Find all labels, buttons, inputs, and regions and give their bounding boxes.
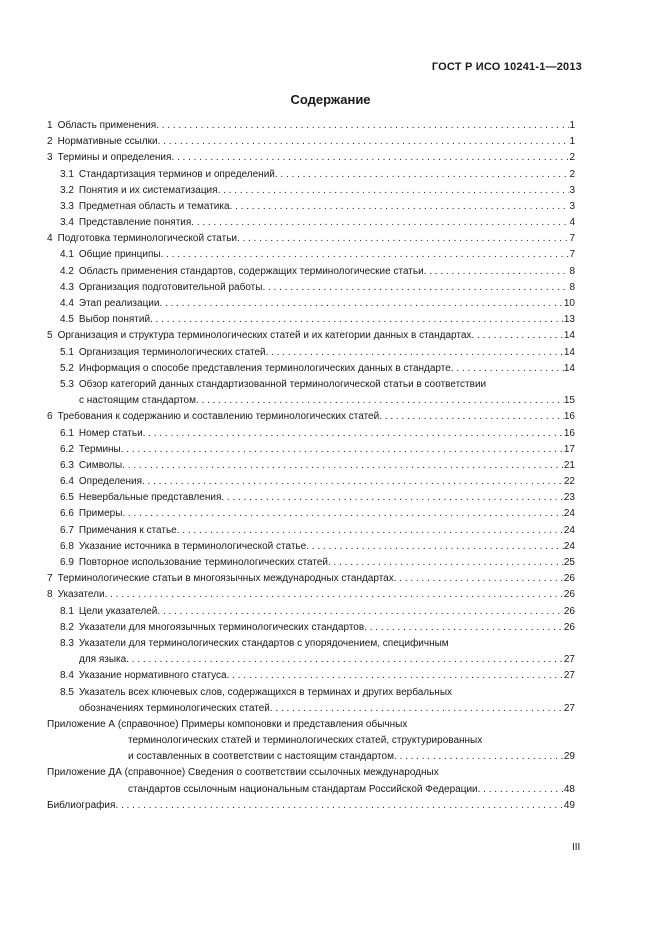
toc-entry[interactable] <box>47 199 575 215</box>
page-number: III <box>572 842 581 853</box>
document-code: ГОСТ Р ИСО 10241-1—2013 <box>431 61 582 73</box>
dot-leader <box>150 312 564 328</box>
appendix-continuation[interactable]: терминологических статей и терминологических статей, структурированных <box>128 735 483 747</box>
toc-entry[interactable] <box>47 345 575 361</box>
toc-entry-label[interactable]: Этап реализации <box>78 298 160 310</box>
toc-entry[interactable] <box>47 118 575 134</box>
toc-entry-number: 1 <box>47 119 53 131</box>
toc-entry-number: 8.3 <box>60 637 74 649</box>
toc-entry-label[interactable]: Термины и определения <box>57 152 172 164</box>
appendix-continuation[interactable]: стандартов ссылочным национальным стандартам Российской Федерации <box>128 783 478 795</box>
toc-entry-number: 6.4 <box>60 476 74 488</box>
toc-entry-label[interactable]: Указание нормативного статуса <box>78 670 227 682</box>
toc-entry-page: 3 <box>569 200 575 212</box>
toc-entry[interactable] <box>47 587 575 603</box>
toc-line <box>47 782 575 798</box>
toc-entry[interactable] <box>47 134 575 150</box>
toc-entry-label[interactable]: Организация терминологических статей <box>78 346 266 358</box>
dot-leader <box>171 150 569 166</box>
dot-leader <box>122 506 563 522</box>
toc-entry-number: 3.1 <box>60 168 74 180</box>
toc-line <box>47 701 575 717</box>
toc-line <box>47 733 575 749</box>
toc-entry-number: 4.2 <box>60 265 74 277</box>
toc-entry-number: 3.3 <box>60 200 74 212</box>
toc-entry-continuation[interactable]: обозначениях терминологических статей <box>79 702 270 714</box>
toc-line <box>47 749 575 765</box>
toc-entry-number: 6.5 <box>60 492 74 504</box>
toc-entry-page: 26 <box>563 621 575 633</box>
dot-leader <box>115 798 563 814</box>
toc-entry-page: 7 <box>569 249 575 261</box>
toc-entry-page: 3 <box>569 184 575 196</box>
toc-entry-page: 1 <box>569 119 575 131</box>
toc-entry-label[interactable]: Организация подготовительной работы <box>78 281 263 293</box>
toc-entry-label[interactable]: Обзор категорий данных стандартизованной терминологической статьи в соответствии <box>78 378 487 390</box>
toc-entry-number: 6.3 <box>60 459 74 471</box>
dot-leader <box>262 280 569 296</box>
bibliography-label[interactable]: Библиография <box>47 799 116 811</box>
dot-leader <box>105 587 564 603</box>
dot-leader <box>394 749 564 765</box>
toc-line <box>47 167 575 183</box>
toc-entry-page: 17 <box>563 443 575 455</box>
toc-entry[interactable] <box>47 458 575 474</box>
toc-entry-page: 13 <box>563 314 575 326</box>
toc-entry-number: 4.3 <box>60 281 74 293</box>
toc-entry[interactable] <box>47 328 575 344</box>
toc-entry-number: 6.8 <box>60 540 74 552</box>
dot-leader <box>306 539 564 555</box>
dot-leader <box>122 458 564 474</box>
toc-entry-label[interactable]: Определения <box>78 476 142 488</box>
toc-entry[interactable] <box>47 150 575 166</box>
toc-entry-page: 24 <box>563 524 575 536</box>
dot-leader <box>158 134 570 150</box>
toc-entry-label[interactable]: Нормативные ссылки <box>57 136 158 148</box>
appendix-continuation[interactable]: и составленных в соответствии с настоящим стандартом <box>128 751 394 763</box>
toc-entry-label[interactable]: Невербальные представления <box>78 492 222 504</box>
toc-entry[interactable] <box>47 183 575 199</box>
toc-entry-page: 14 <box>563 362 575 374</box>
toc-entry-label[interactable]: Номер статьи <box>78 427 143 439</box>
toc-appendix-entry[interactable] <box>47 766 575 798</box>
toc-entry-label[interactable]: Указатели для многоязычных терминологических стандартов <box>78 621 365 633</box>
dot-leader <box>275 167 570 183</box>
toc-line <box>47 652 575 668</box>
dot-leader <box>157 604 563 620</box>
toc-entry-number: 5 <box>47 330 53 342</box>
toc-entry[interactable] <box>47 248 575 264</box>
dot-leader <box>121 442 564 458</box>
toc-line <box>47 766 575 782</box>
toc-entry-page: 14 <box>563 346 575 358</box>
toc-entry-label[interactable]: Символы <box>78 459 123 471</box>
toc-entry-number: 7 <box>47 573 53 585</box>
toc-entry-label[interactable]: Терминологические статьи в многоязычных международных стандартах <box>57 573 394 585</box>
toc-entry[interactable] <box>47 604 575 620</box>
dot-leader <box>191 215 569 231</box>
toc-line <box>47 150 575 166</box>
toc-entry-number: 8.2 <box>60 621 74 633</box>
toc-entry-page: 14 <box>563 330 575 342</box>
toc-entry-label[interactable]: Термины <box>78 443 121 455</box>
toc-entry-label[interactable]: Требования к содержанию и составлению терминологических статей <box>57 411 380 423</box>
toc-appendix-entry[interactable] <box>47 717 575 766</box>
toc-entry-label[interactable]: Подготовка терминологической статьи <box>57 233 238 245</box>
page-title: Содержание <box>290 92 371 107</box>
toc-entry-page: 27 <box>563 654 575 666</box>
toc-line <box>47 264 575 280</box>
toc-entry-number: 4.4 <box>60 298 74 310</box>
toc-entry[interactable] <box>47 409 575 425</box>
toc-entry-label[interactable]: Информация о способе представления терминологических данных в стандарте <box>78 362 451 374</box>
toc-entry[interactable] <box>47 555 575 571</box>
dot-leader <box>221 490 564 506</box>
toc-entry-continuation[interactable]: с настоящим стандартом <box>79 395 196 407</box>
table-of-contents <box>47 118 575 814</box>
toc-line <box>47 312 575 328</box>
toc-entry[interactable] <box>47 280 575 296</box>
toc-entry-number: 8.4 <box>60 670 74 682</box>
toc-entry-label[interactable]: Указание источника в терминологической статье <box>78 540 307 552</box>
dot-leader <box>161 247 570 263</box>
toc-entry[interactable] <box>47 539 575 555</box>
toc-entry-page: 15 <box>563 395 575 407</box>
toc-entry[interactable] <box>47 507 575 523</box>
toc-entry-number: 2 <box>47 136 53 148</box>
toc-entry-number: 4.5 <box>60 314 74 326</box>
toc-entry-label[interactable]: Область применения <box>57 119 157 131</box>
toc-entry-page: 21 <box>563 459 575 471</box>
toc-entry-label[interactable]: Указатель всех ключевых слов, содержащихся в терминах и других вербальных <box>78 686 453 698</box>
toc-entry-label[interactable]: Указатели для терминологических стандартов с упорядочением, специфичным <box>78 637 449 649</box>
toc-entry[interactable] <box>47 636 575 668</box>
toc-line <box>47 555 575 571</box>
toc-line <box>47 668 575 684</box>
toc-entry-page: 26 <box>563 605 575 617</box>
toc-line <box>47 215 575 231</box>
toc-line <box>47 458 575 474</box>
toc-entry-page: 23 <box>563 492 575 504</box>
toc-line <box>47 685 575 701</box>
toc-entry-number: 3.4 <box>60 217 74 229</box>
toc-bibliography-entry[interactable] <box>47 798 575 814</box>
toc-entry-page: 24 <box>563 508 575 520</box>
toc-entry-page: 2 <box>569 152 575 164</box>
toc-entry-page: 27 <box>563 702 575 714</box>
toc-entry-number: 6.2 <box>60 443 74 455</box>
toc-entry-page: 25 <box>563 557 575 569</box>
toc-entry-number: 6 <box>47 411 53 423</box>
toc-line <box>47 442 575 458</box>
toc-entry-page: 22 <box>563 476 575 488</box>
toc-entry-page: 8 <box>569 281 575 293</box>
toc-line <box>47 604 575 620</box>
toc-entry-number: 8 <box>47 589 53 601</box>
toc-line <box>47 361 575 377</box>
toc-entry-page: 7 <box>569 233 575 245</box>
toc-entry[interactable] <box>47 668 575 684</box>
dot-leader <box>230 199 570 215</box>
toc-entry-number: 6.1 <box>60 427 74 439</box>
toc-entry-page: 24 <box>563 540 575 552</box>
dot-leader <box>394 571 564 587</box>
toc-entry-number: 6.9 <box>60 557 74 569</box>
toc-entry-continuation[interactable]: для языка <box>79 654 127 666</box>
toc-entry[interactable] <box>47 685 575 717</box>
toc-line <box>47 620 575 636</box>
toc-entry-number: 4.1 <box>60 249 74 261</box>
toc-entry-label[interactable]: Предметная область и тематика <box>78 200 230 212</box>
dot-leader <box>156 118 569 134</box>
toc-line <box>47 118 575 134</box>
toc-entry-label[interactable]: Выбор понятий <box>78 314 151 326</box>
toc-line <box>47 345 575 361</box>
toc-entry[interactable] <box>47 490 575 506</box>
toc-entry-page: 29 <box>563 751 575 763</box>
dot-leader <box>424 264 570 280</box>
toc-entry-page: 1 <box>569 136 575 148</box>
toc-entry-label[interactable]: Указатели <box>57 589 105 601</box>
toc-entry-label[interactable]: Примеры <box>78 508 123 520</box>
dot-leader <box>159 296 563 312</box>
toc-entry-label[interactable]: Стандартизация терминов и определений <box>78 168 275 180</box>
toc-entry-number: 8.1 <box>60 605 74 617</box>
toc-line <box>47 587 575 603</box>
toc-entry[interactable] <box>47 231 575 247</box>
toc-entry-label[interactable]: Область применения стандартов, содержащих терминологические статьи <box>78 265 424 277</box>
toc-entry-page: 4 <box>569 217 575 229</box>
toc-entry[interactable] <box>47 377 575 409</box>
toc-line <box>47 199 575 215</box>
dot-leader <box>126 652 564 668</box>
dot-leader <box>177 523 564 539</box>
toc-entry-page: 16 <box>563 411 575 423</box>
toc-entry-page: 26 <box>563 589 575 601</box>
appendix-label[interactable]: Приложение А (справочное) Примеры компоновки и представления обычных <box>47 718 408 730</box>
toc-entry-page: 8 <box>569 265 575 277</box>
toc-line <box>47 296 575 312</box>
toc-line <box>47 231 575 247</box>
toc-entry-label[interactable]: Цели указателей <box>78 605 158 617</box>
appendix-label[interactable]: Приложение ДА (справочное) Сведения о соответствии ссылочных международных <box>47 767 439 779</box>
toc-entry[interactable] <box>47 167 575 183</box>
dot-leader <box>364 620 564 636</box>
toc-line <box>47 409 575 425</box>
dot-leader <box>196 393 564 409</box>
toc-line <box>47 798 575 814</box>
toc-entry[interactable] <box>47 215 575 231</box>
toc-entry[interactable] <box>47 426 575 442</box>
toc-line <box>47 523 575 539</box>
toc-line <box>47 636 575 652</box>
toc-entry[interactable] <box>47 442 575 458</box>
toc-entry-label[interactable]: Представление понятия <box>78 217 192 229</box>
toc-entry-number: 4 <box>47 233 53 245</box>
toc-line <box>47 183 575 199</box>
dot-leader <box>227 668 564 684</box>
toc-line <box>47 507 575 523</box>
toc-entry-number: 5.1 <box>60 346 74 358</box>
toc-entry[interactable] <box>47 474 575 490</box>
toc-entry[interactable] <box>47 523 575 539</box>
toc-line <box>47 248 575 264</box>
toc-entry-page: 48 <box>563 783 575 795</box>
dot-leader <box>478 782 564 798</box>
toc-line <box>47 134 575 150</box>
toc-line <box>47 280 575 296</box>
toc-entry-number: 8.5 <box>60 686 74 698</box>
toc-entry[interactable] <box>47 312 575 328</box>
dot-leader <box>143 426 564 442</box>
toc-line <box>47 539 575 555</box>
toc-entry-page: 26 <box>563 573 575 585</box>
toc-entry-label[interactable]: Общие принципы <box>78 249 161 261</box>
toc-entry[interactable] <box>47 264 575 280</box>
toc-entry-label[interactable]: Примечания к статье <box>78 524 177 536</box>
toc-entry-number: 5.3 <box>60 378 74 390</box>
toc-entry-page: 16 <box>563 427 575 439</box>
toc-entry[interactable] <box>47 361 575 377</box>
toc-entry-page: 27 <box>563 670 575 682</box>
dot-leader <box>471 328 563 344</box>
toc-entry-number: 3 <box>47 152 53 164</box>
toc-line <box>47 393 575 409</box>
toc-line <box>47 377 575 393</box>
toc-entry-page: 2 <box>569 168 575 180</box>
toc-entry-label[interactable]: Повторное использование терминологических статей <box>78 557 328 569</box>
toc-entry-page: 10 <box>563 298 575 310</box>
toc-entry[interactable] <box>47 296 575 312</box>
dot-leader <box>142 474 564 490</box>
toc-line <box>47 490 575 506</box>
toc-entry-label[interactable]: Организация и структура терминологических статей и их категории данных в стандартах <box>57 330 472 342</box>
toc-entry[interactable] <box>47 571 575 587</box>
toc-line <box>47 328 575 344</box>
toc-entry[interactable] <box>47 620 575 636</box>
toc-entry-number: 6.7 <box>60 524 74 536</box>
toc-line <box>47 474 575 490</box>
dot-leader <box>237 231 569 247</box>
toc-line <box>47 426 575 442</box>
dot-leader <box>218 183 570 199</box>
dot-leader <box>266 345 564 361</box>
toc-line <box>47 717 575 733</box>
dot-leader <box>451 361 564 377</box>
toc-entry-number: 5.2 <box>60 362 74 374</box>
toc-entry-page: 49 <box>563 799 575 811</box>
toc-entry-number: 6.6 <box>60 508 74 520</box>
toc-line <box>47 571 575 587</box>
dot-leader <box>379 409 564 425</box>
toc-entry-label[interactable]: Понятия и их систематизация <box>78 184 218 196</box>
toc-entry-number: 3.2 <box>60 184 74 196</box>
dot-leader <box>328 555 564 571</box>
dot-leader <box>270 701 564 717</box>
